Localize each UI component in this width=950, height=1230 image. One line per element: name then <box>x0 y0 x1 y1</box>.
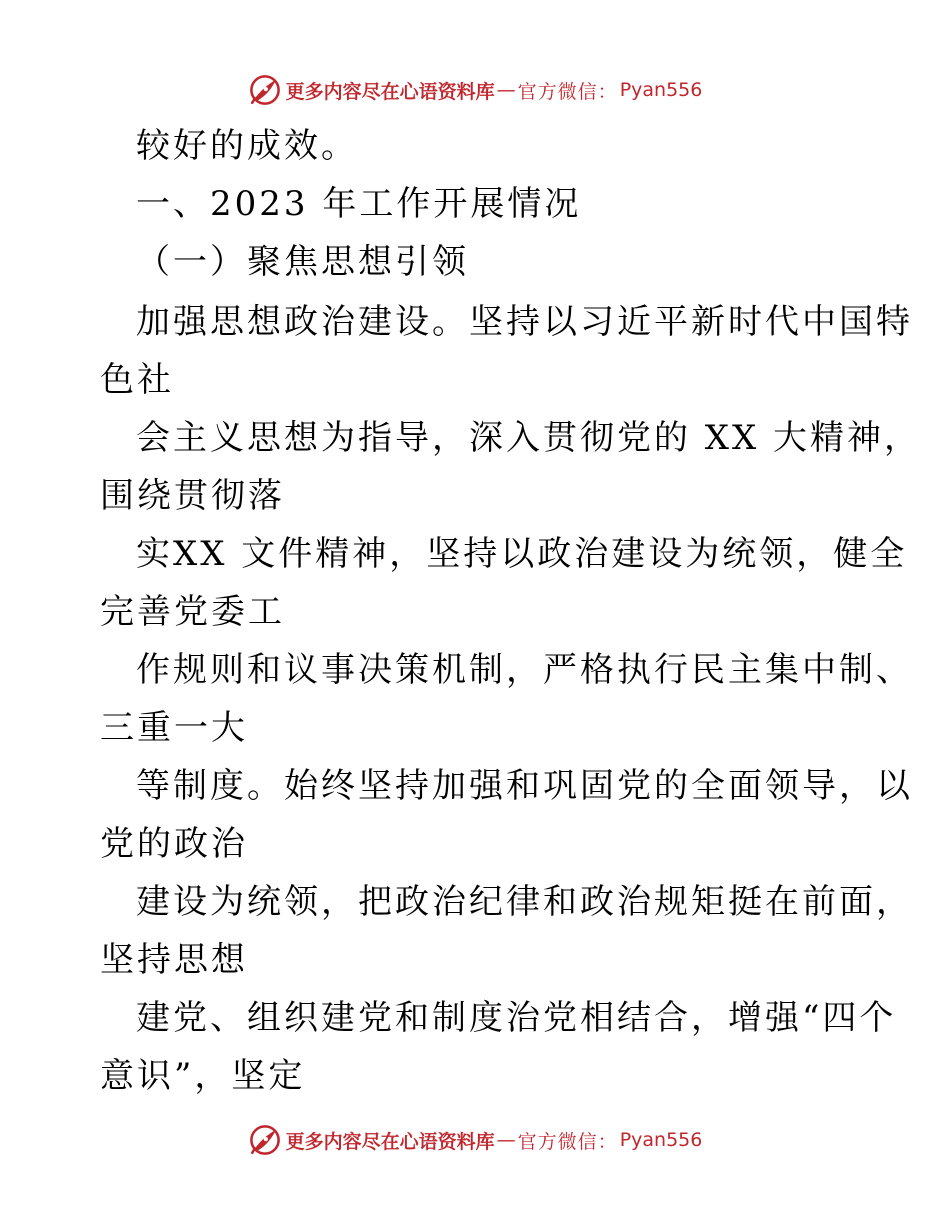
text-line: 坚持思想 <box>100 940 248 980</box>
text-line: 建设为统领，把政治纪律和政治规矩挺在前面， <box>136 882 913 922</box>
section-heading: 一、2023 年工作开展情况 <box>136 184 582 224</box>
subsection-heading: （一）聚焦思想引领 <box>136 242 469 282</box>
text-line: 完善党委工 <box>100 592 285 632</box>
text-line: 围绕贯彻落 <box>100 476 285 516</box>
text-line: 等制度。始终坚持加强和巩固党的全面领导，以 <box>136 766 913 806</box>
watermark-wechat-id: Pyan556 <box>619 79 703 101</box>
watermark-wechat-label: 官方微信： <box>517 80 618 103</box>
text-line: 意识”，坚定 <box>100 1056 306 1096</box>
watermark-separator: — <box>496 1129 516 1151</box>
watermark-wechat-label: 官方微信： <box>517 1130 618 1153</box>
header-watermark <box>0 70 950 110</box>
watermark-wechat-id: Pyan556 <box>619 1129 703 1151</box>
text-line: 色社 <box>100 360 174 400</box>
watermark-main-text: 更多内容尽在心语资料库 <box>285 1130 495 1153</box>
text-line: 作规则和议事决策机制，严格执行民主集中制、 <box>136 650 913 690</box>
watermark-main-text: 更多内容尽在心语资料库 <box>285 80 495 103</box>
fountain-pen-nib-icon <box>248 73 282 107</box>
text-line: 三重一大 <box>100 708 248 748</box>
watermark-separator: — <box>496 79 516 101</box>
text-line: 实XX 文件精神，坚持以政治建设为统领，健全 <box>136 534 908 574</box>
text-line: 党的政治 <box>100 824 248 864</box>
text-line: 建党、组织建党和制度治党相结合，增强“四个 <box>136 998 897 1038</box>
fountain-pen-nib-icon <box>248 1123 282 1157</box>
text-line: 加强思想政治建设。坚持以习近平新时代中国特 <box>136 302 913 342</box>
footer-watermark <box>0 1120 950 1160</box>
text-line: 较好的成效。 <box>136 126 358 166</box>
text-line: 会主义思想为指导，深入贯彻党的 XX 大精神， <box>136 418 922 458</box>
